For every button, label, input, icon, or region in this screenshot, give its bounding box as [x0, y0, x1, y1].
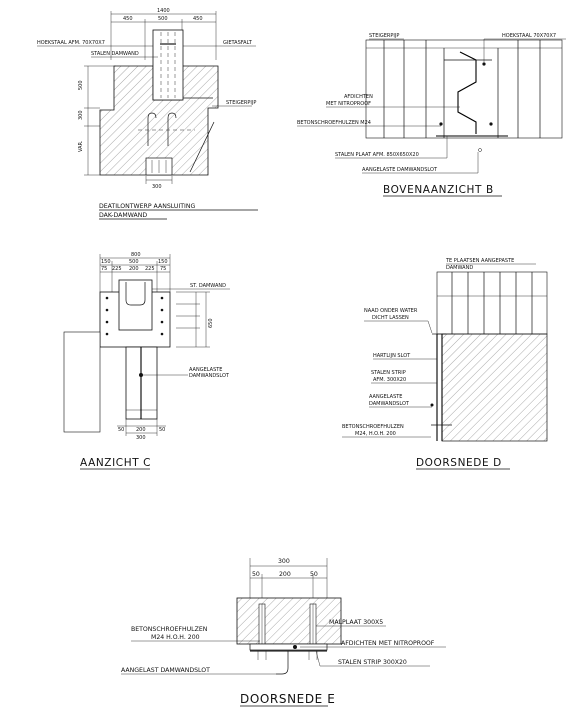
panel-b-title: BOVENAANZICHT B	[383, 184, 494, 196]
dim-c-bot-50b: 50	[159, 427, 166, 433]
panel-d-title: DOORSNEDE D	[416, 457, 502, 469]
label-aangelaste-b: AANGELASTE DAMWANDSLOT	[362, 167, 437, 173]
damwandslot-e	[276, 651, 288, 674]
label-strip-e: STALEN STRIP 300X20	[338, 659, 407, 666]
label-beton-d2: M24, H.O.H. 200	[355, 431, 396, 437]
label-aangelast-e: AANGELAST DAMWANDSLOT	[121, 667, 210, 674]
dim-e-50b: 50	[310, 571, 318, 578]
dim-c-a: 150	[101, 259, 111, 265]
panel-a-title-line2: DAK-DAMWAND	[99, 212, 148, 219]
dim-v1: 500	[78, 80, 84, 90]
dim-v3: VAR.	[78, 140, 84, 152]
label-nitroproof-b: MET NITROPROOF	[326, 101, 372, 107]
label-afdichten-e: AFDICHTEN MET NITROPROOF	[341, 640, 435, 647]
label-strip-d1: STALEN STRIP	[371, 370, 406, 376]
dim-c-b: 500	[129, 259, 139, 265]
label-beton-d1: BETONSCHROEFHULZEN	[342, 424, 404, 430]
label-hartlijn: HARTLIJN SLOT	[373, 353, 411, 359]
label-stalen-plaat: STALEN PLAAT AFM. 850X650X20	[335, 152, 419, 158]
dim-c-bot-50a: 50	[118, 427, 125, 433]
label-st-damwand: ST. DAMWAND	[190, 283, 226, 289]
dim-c-650: 650	[208, 318, 214, 328]
label-aangelaste-c2: DAMWANDSLOT	[189, 373, 229, 379]
concrete-e	[237, 598, 341, 644]
concrete-d	[442, 334, 547, 441]
label-strip-d2: AFM. 300X20	[373, 377, 407, 383]
label-hoekstaal: HOEKSTAAL AFM. 70X70X7	[37, 40, 105, 46]
label-beton-e2: M24 H.O.H. 200	[151, 634, 200, 641]
dim-total: 1400	[157, 8, 170, 14]
label-betonschroef-b: BETONSCHROEFHULZEN M24	[297, 120, 371, 126]
dim-c-bot-300: 300	[136, 435, 146, 441]
sheetpile-d	[437, 272, 547, 334]
label-malplaat: MALPLAAT 300X5	[329, 619, 384, 626]
dim-v2: 300	[78, 110, 84, 120]
label-te-plaatsen1: TE PLAATSEN AANGEPASTE	[446, 258, 515, 264]
label-steigerpijp-b: STEIGERPIJP	[369, 33, 400, 39]
panel-b-top-view	[297, 33, 566, 196]
dim-c-c: 150	[158, 259, 168, 265]
dim-c-d4: 225	[145, 266, 155, 272]
label-hoekstaal-b: HOEKSTAAL 70X70X7	[502, 33, 557, 39]
panel-d-section	[342, 258, 547, 469]
label-naad2: DICHT LASSEN	[372, 315, 409, 321]
dim-e-50a: 50	[252, 571, 260, 578]
dim-c-d3: 200	[129, 266, 139, 272]
panel-c-title: AANZICHT C	[80, 457, 152, 469]
dim-left: 450	[123, 16, 133, 22]
panel-a-detail-roof-sheetpile	[37, 8, 258, 219]
label-te-plaatsen2: DAMWAND	[446, 265, 474, 271]
panel-e-title: DOORSNEDE E	[240, 692, 336, 706]
label-gietasfalt: GIETASFALT	[223, 40, 252, 46]
label-aangelaste-d2: DAMWANDSLOT	[369, 401, 409, 407]
dim-right: 450	[193, 16, 203, 22]
panel-a-title-line1: DEATILONTWERP AANSLUITING	[99, 203, 196, 210]
dim-bottom: 300	[152, 184, 162, 190]
label-aangelaste-c1: AANGELASTE	[189, 367, 223, 373]
dim-e-300: 300	[278, 558, 290, 565]
label-beton-e1: BETONSCHROEFHULZEN	[131, 626, 208, 633]
label-afdichten-b: AFDICHTEN	[344, 94, 373, 100]
dim-c-d2: 225	[112, 266, 122, 272]
label-steigerpijp: STEIGERPIJP	[226, 100, 257, 106]
dim-e-200: 200	[279, 571, 291, 578]
dim-c-d5: 75	[160, 266, 167, 272]
label-aangelaste-d1: AANGELASTE	[369, 394, 403, 400]
panel-e-section	[121, 558, 446, 706]
label-stalen-damwand: STALEN DAMWAND	[91, 51, 139, 57]
dim-c-d1: 75	[101, 266, 108, 272]
dim-c-bot-200: 200	[136, 427, 146, 433]
label-naad1: NAAD ONDER WATER	[364, 308, 418, 314]
dim-c-top: 800	[131, 252, 141, 258]
dim-mid: 500	[158, 16, 168, 22]
panel-c-elevation	[64, 252, 230, 469]
